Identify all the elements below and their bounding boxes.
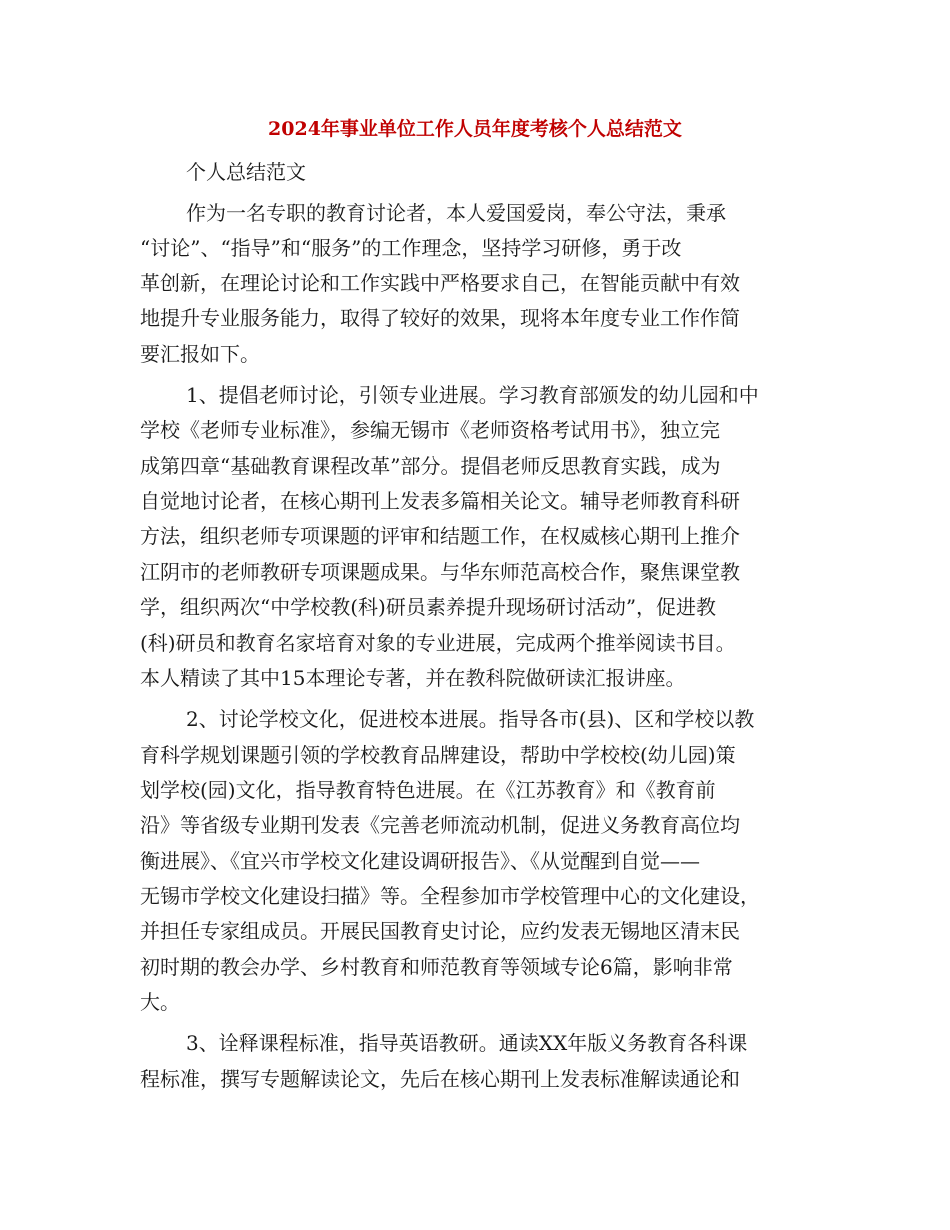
- paragraph-line: 学，组织两次“中学校教(科)研员素养提升现场研讨活动”，促进教: [140, 595, 717, 619]
- paragraph-line: 初时期的教会办学、乡村教育和师范教育等领域专论6篇，影响非常: [140, 955, 733, 979]
- paragraph-line: “讨论”、“指导”和“服务”的工作理念，坚持学习研修，勇于改: [140, 236, 682, 260]
- paragraph-line: 3、诠释课程标准，指导英语教研。通读XX年版义务教育各科课: [186, 1031, 748, 1055]
- paragraph-line: 要汇报如下。: [140, 342, 260, 366]
- paragraph-line: 作为一名专职的教育讨论者，本人爱国爱岗，奉公守法，秉承: [186, 201, 726, 225]
- paragraph-line: 无锡市学校文化建设扫描》等。全程参加市学校管理中心的文化建设，: [140, 884, 760, 908]
- paragraph-line: 划学校(园)文化，指导教育特色进展。在《江苏教育》和《教育前: [140, 778, 716, 802]
- section-heading: 个人总结范文: [186, 160, 306, 184]
- paragraph-line: 2、讨论学校文化，促进校本进展。指导各市(县)、区和学校以教: [186, 707, 755, 731]
- paragraph-line: 大。: [140, 990, 180, 1014]
- paragraph-line: 程标准，撰写专题解读论文，先后在核心期刊上发表标准解读通论和: [140, 1067, 740, 1091]
- paragraph-line: 自觉地讨论者，在核心期刊上发表多篇相关论文。辅导老师教育科研: [140, 489, 740, 513]
- paragraph-line: 育科学规划课题引领的学校教育品牌建设，帮助中学校校(幼儿园)策: [140, 743, 736, 767]
- paragraph-line: 学校《老师专业标准》，参编无锡市《老师资格考试用书》，独立完: [140, 418, 720, 442]
- paragraph-line: 江阴市的老师教研专项课题成果。与华东师范高校合作，聚焦课堂教: [140, 560, 740, 584]
- paragraph-line: 本人精读了其中15本理论专著，并在教科院做研读汇报讲座。: [140, 666, 686, 690]
- paragraph-line: 革创新，在理论讨论和工作实践中严格要求自己，在智能贡献中有效: [140, 271, 740, 295]
- paragraph-line: 1、提倡老师讨论，引领专业进展。学习教育部颁发的幼儿园和中: [186, 383, 759, 407]
- paragraph-line: 衡进展》、《宜兴市学校文化建设调研报告》、《从觉醒到自觉——: [140, 849, 700, 873]
- paragraph-line: 并担任专家组成员。开展民国教育史讨论，应约发表无锡地区清末民: [140, 919, 740, 943]
- paragraph-line: 沿》等省级专业期刊发表《完善老师流动机制，促进义务教育高位均: [140, 813, 740, 837]
- paragraph-line: 成第四章“基础教育课程改革”部分。提倡老师反思教育实践，成为: [140, 454, 721, 478]
- document-title: 2024年事业单位工作人员年度考核个人总结范文: [268, 118, 682, 140]
- paragraph-line: 方法，组织老师专项课题的评审和结题工作，在权威核心期刊上推介: [140, 524, 740, 548]
- paragraph-line: (科)研员和教育名家培育对象的专业进展，完成两个推举阅读书目。: [140, 631, 736, 655]
- paragraph-line: 地提升专业服务能力，取得了较好的效果，现将本年度专业工作作简: [140, 306, 740, 330]
